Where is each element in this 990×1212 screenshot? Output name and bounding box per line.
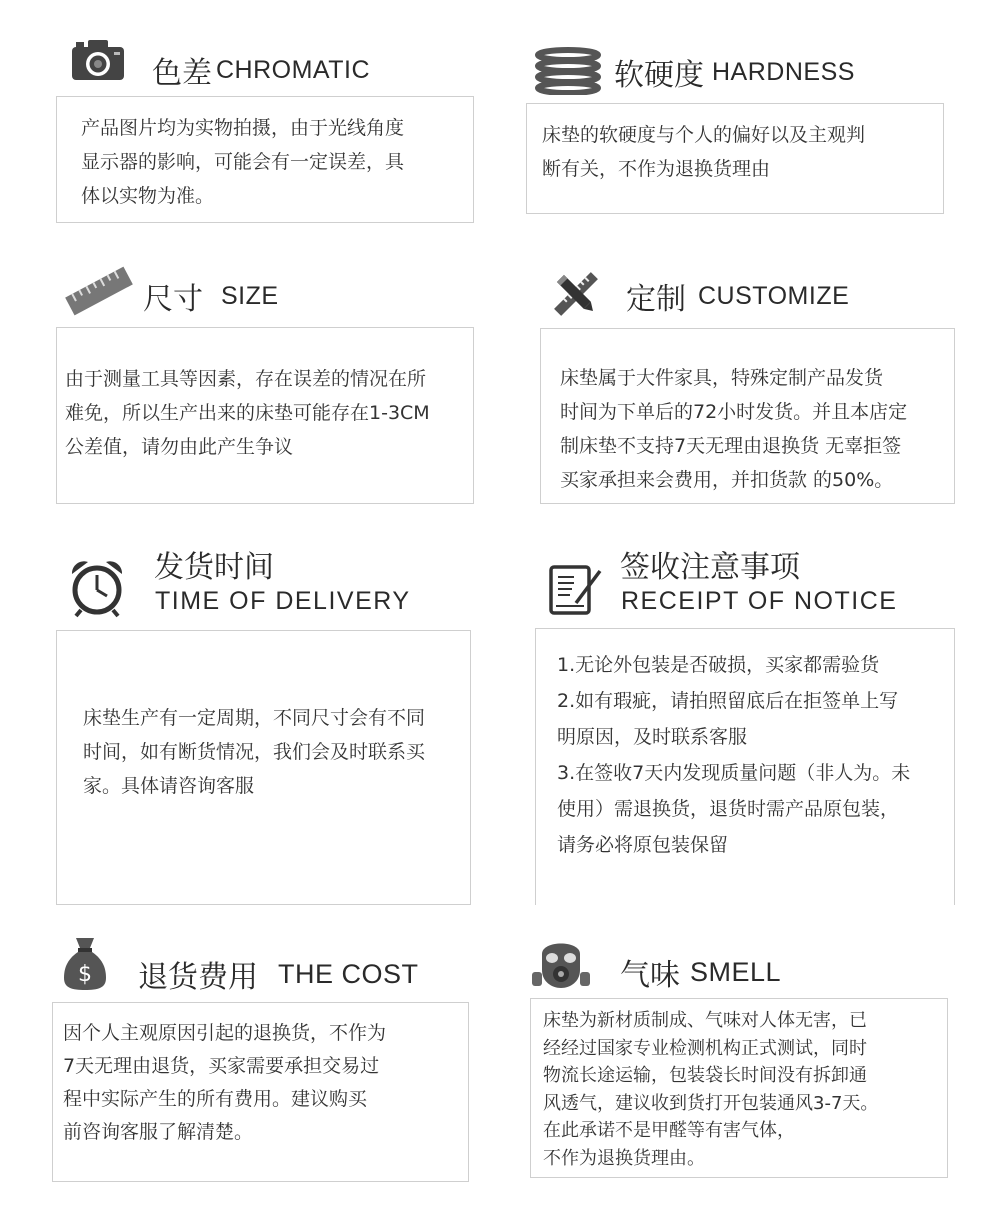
- size-text-box: [56, 327, 474, 504]
- text-line: 经经过国家专业检测机构正式测试，同时: [543, 1037, 867, 1059]
- customize-title-en: CUSTOMIZE: [698, 281, 850, 310]
- chromatic-heading: [152, 48, 370, 92]
- text-line: 床垫生产有一定周期，不同尺寸会有不同: [83, 707, 426, 729]
- delivery-heading: [154, 542, 274, 586]
- text-line: 2.如有瑕疵，请拍照留底后在拒签单上写: [557, 690, 899, 712]
- smell-title-en: SMELL: [690, 956, 782, 987]
- cost-title-en: THE COST: [278, 958, 419, 989]
- text-line: 1.无论外包装是否破损，买家都需验货: [557, 654, 880, 676]
- text-line: 家。具体请咨询客服: [83, 775, 255, 797]
- text-line: 床垫属于大件家具，特殊定制产品发货: [560, 367, 884, 389]
- text-line: 床垫为新材质制成、气味对人体无害，已: [543, 1010, 867, 1031]
- text-line: 使用）需退换货，退货时需产品原包装，: [557, 798, 900, 820]
- text-line: 程中实际产生的所有费用。建议购买: [63, 1088, 368, 1110]
- text-line: 不作为退换货理由。: [543, 1147, 705, 1169]
- text-line: 3.在签收7天内发现质量问题（非人为。未: [557, 762, 911, 784]
- delivery-text-box: [56, 630, 471, 905]
- text-line: 由于测量工具等因素，存在误差的情况在所: [65, 368, 427, 390]
- size-heading: [143, 274, 279, 318]
- customize-title-cn: 定制: [626, 282, 686, 317]
- chromatic-title-en: CHROMATIC: [216, 55, 371, 84]
- text-line: 体以实物为准。: [81, 185, 215, 207]
- text-line: 买家承担来会费用，并扣货款 的50%。: [560, 469, 894, 491]
- text-line: 产品图片均为实物拍摄，由于光线角度: [81, 117, 405, 139]
- spring-coil-icon: [534, 47, 602, 95]
- chromatic-text-box: [56, 96, 474, 223]
- receipt-title-cn: 签收注意事项: [620, 550, 800, 585]
- text-line: 显示器的影响，可能会有一定误差，具: [81, 151, 405, 173]
- text-line: 时间为下单后的72小时发货。并且本店定: [560, 401, 908, 423]
- hardness-title-en: HARDNESS: [712, 57, 855, 86]
- smell-text-box: [530, 998, 948, 1178]
- money-bag-icon: [62, 936, 108, 992]
- receipt-text-box: [535, 628, 955, 905]
- cost-title-cn: 退货费用: [138, 960, 258, 995]
- text-line: 制床垫不支持7天无理由退换货 无辜拒签: [560, 435, 902, 457]
- size-title-en: SIZE: [221, 281, 279, 310]
- smell-title-cn: 气味: [620, 958, 680, 993]
- text-line: 请务必将原包装保留: [557, 834, 729, 856]
- hardness-heading: [614, 50, 855, 94]
- tablet-sign-icon: [548, 563, 604, 615]
- chromatic-title-cn: 色差: [152, 56, 212, 91]
- cost-text-box: [52, 1002, 469, 1182]
- smell-heading: [620, 950, 781, 994]
- cost-heading: [138, 952, 419, 996]
- text-line: 前咨询客服了解清楚。: [63, 1121, 254, 1143]
- text-line: 在此承诺不是甲醛等有害气体，: [543, 1120, 795, 1141]
- svg-text:$: $: [78, 962, 92, 987]
- text-line: 因个人主观原因引起的退换货，不作为: [63, 1022, 387, 1044]
- customize-text-box: [540, 328, 955, 504]
- hardness-text-box: [526, 103, 944, 214]
- text-line: 时间，如有断货情况，我们会及时联系买: [83, 741, 426, 763]
- camera-icon: [70, 38, 126, 82]
- text-line: 断有关，不作为退换货理由: [542, 158, 771, 180]
- delivery-title-cn: 发货时间: [154, 550, 274, 585]
- text-line: 公差值，请勿由此产生争议: [65, 436, 294, 458]
- text-line: 风透气，建议收到货打开包装通风3-7天。: [543, 1092, 879, 1114]
- text-line: 7天无理由退货，买家需要承担交易过: [63, 1055, 380, 1077]
- customize-heading: [626, 274, 849, 318]
- delivery-title-en: TIME OF DELIVERY: [155, 587, 411, 615]
- text-line: 明原因，及时联系客服: [557, 726, 748, 748]
- alarm-clock-icon: [68, 558, 126, 618]
- text-line: 床垫的软硬度与个人的偏好以及主观判: [542, 124, 866, 146]
- text-line: 难免，所以生产出来的床垫可能存在1-3CM: [65, 402, 430, 424]
- pencil-ruler-cross-icon: [552, 270, 600, 318]
- hardness-title-cn: 软硬度: [614, 58, 704, 93]
- receipt-heading: [620, 542, 800, 586]
- receipt-title-en: RECEIPT OF NOTICE: [621, 587, 898, 615]
- ruler-icon: [64, 264, 134, 318]
- text-line: 物流长途运输，包装袋长时间没有拆卸通: [543, 1065, 867, 1086]
- size-title-cn: 尺寸: [143, 282, 203, 317]
- gas-mask-icon: [530, 936, 592, 992]
